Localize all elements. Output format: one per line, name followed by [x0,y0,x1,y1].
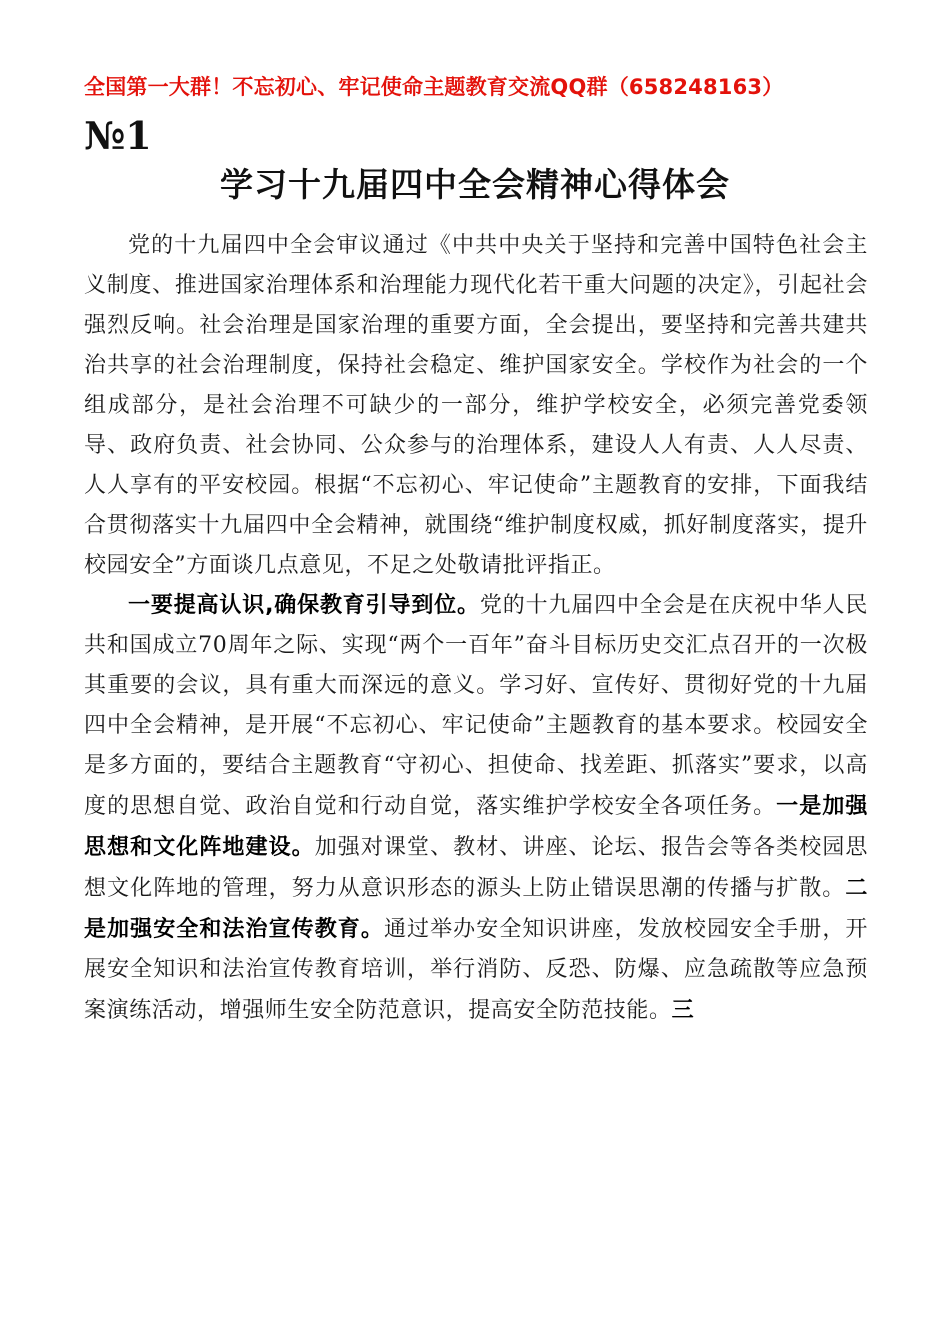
section-1-heading: 一要提高认识,确保教育引导到位。 [128,593,480,618]
point-2-heading: 二是加强安全和法治宣传教育。 [84,875,868,942]
section-1-paragraph [84,586,868,1031]
point-2-text: 通过举办安全知识讲座，发放校园安全手册，开展安全知识和法治宣传教育培训，举行消防、反恐、防爆、应急疏散等应急预案演练活动，增强师生安全防范意识，提高安全防范技能。 [84,917,868,1023]
page-title: 学习十九届四中全会精神心得体会 [220,165,730,204]
document-number: №1 [84,113,152,158]
qq-group-banner: 全国第一大群！不忘初心、牢记使命主题教育交流QQ群（658248163） [84,75,784,99]
point-3-start: 三 [671,997,695,1023]
document-body [84,226,868,1031]
point-1-text: 加强对课堂、教材、讲座、论坛、报告会等各类校园思想文化阵地的管理，努力从意识形态的源头上防止错误思潮的传播与扩散。 [84,835,868,901]
section-1-text: 党的十九届四中全会是在庆祝中华人民共和国成立70周年之际、实现“两个一百年”奋斗目标历史交汇点召开的一次极其重要的会议，具有重大而深远的意义。学习好、宣传好、贯彻好党的十九届四中全会精神，是开展“不忘初心、牢记使命”主题教育的基本要求。校园安全是多方面的，要结合主题教育“守初心、担使命、找差距、抓落实”要求，以高度的思想自觉、政治自觉和行动自觉，落实维护学校安全各项任务。 [84,593,868,819]
intro-paragraph: 党的十九届四中全会审议通过《中共中央关于坚持和完善中国特色社会主义制度、推进国家治理体系和治理能力现代化若干重大问题的决定》，引起社会强烈反响。社会治理是国家治理的重要方面，全会提出，要坚持和完善共建共治共享的社会治理制度，保持社会稳定、维护国家安全。学校作为社会的一个组成部分，是社会治理不可缺少的一部分，维护学校安全，必须完善党委领导、政府负责、社会协同、公众参与的治理体系，建设人人有责、人人尽责、人人享有的平安校园。根据“不忘初心、牢记使命”主题教育的安排，下面我结合贯彻落实十九届四中全会精神，就围绕“维护制度权威，抓好制度落实，提升校园安全”方面谈几点意见，不足之处敬请批评指正。 [84,233,868,578]
point-1-heading: 一是加强思想和文化阵地建设。 [84,793,868,860]
